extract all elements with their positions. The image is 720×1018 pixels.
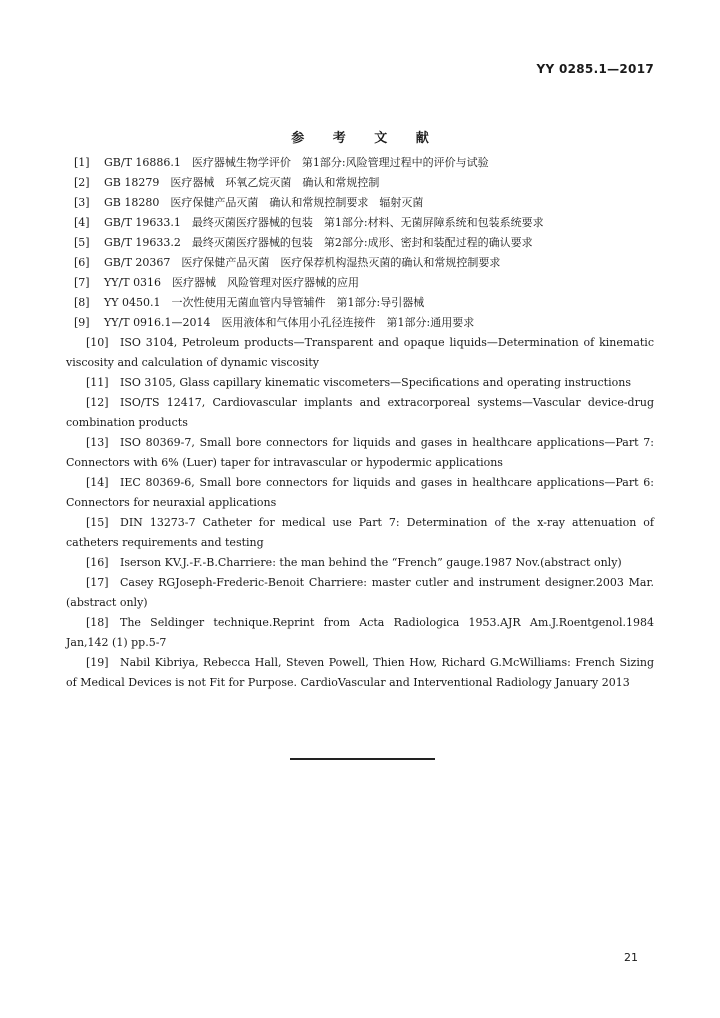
reference-item	[66, 613, 654, 653]
section-title: 参 考 文 献	[291, 131, 441, 146]
reference-text: The Seldinger technique.Reprint from Acta Radiologica 1953.AJR Am.J.Roentgenol.1984 Jan,142 (1) pp.5-7	[66, 616, 654, 649]
end-divider	[290, 758, 435, 760]
reference-number: [11]	[86, 376, 109, 389]
reference-item	[66, 433, 654, 473]
reference-text: Nabil Kibriya, Rebecca Hall, Steven Powell, Thien How, Richard G.McWilliams: French Sizing of Medical Devices is not Fit for Purpose. CardioVascular and Interventional Radiology January 2013	[66, 656, 654, 689]
reference-number: [18]	[86, 616, 109, 629]
reference-text: YY/T 0316 医疗器械 风险管理对医疗器械的应用	[104, 276, 360, 289]
reference-number: [3]	[74, 196, 90, 209]
reference-item	[66, 553, 654, 573]
reference-number: [8]	[74, 296, 90, 309]
reference-item	[66, 213, 654, 233]
reference-item	[66, 253, 654, 273]
reference-number: [10]	[86, 336, 109, 349]
reference-text: Casey RGJoseph-Frederic-Benoit Charriere: master cutler and instrument designer.2003 Mar.(abstract only)	[66, 576, 654, 609]
reference-item	[66, 273, 654, 293]
reference-text: DIN 13273-7 Catheter for medical use Part 7: Determination of the x-ray attenuation of catheters requirements and testing	[66, 516, 654, 549]
reference-text: ISO 3104, Petroleum products—Transparent and opaque liquids—Determination of kinematic viscosity and calculation of dynamic viscosity	[66, 336, 654, 369]
reference-text: ISO 80369-7, Small bore connectors for liquids and gases in healthcare applications—Part 7: Connectors with 6% (Luer) taper for intravascular or hypodermic applications	[66, 436, 654, 469]
reference-item	[66, 153, 654, 173]
reference-item	[66, 173, 654, 193]
reference-text: ISO/TS 12417, Cardiovascular implants and extracorporeal systems—Vascular device-drug combination products	[66, 396, 654, 429]
reference-item	[66, 513, 654, 553]
reference-text: YY 0450.1 一次性使用无菌血管内导管辅件 第1部分:导引器械	[104, 296, 425, 309]
reference-text: GB 18279 医疗器械 环氧乙烷灭菌 确认和常规控制	[104, 176, 380, 189]
reference-text: GB/T 19633.1 最终灭菌医疗器械的包装 第1部分:材料、无菌屏障系统和包装系统要求	[104, 216, 544, 229]
reference-number: [7]	[74, 276, 90, 289]
reference-text: YY/T 0916.1—2014 医用液体和气体用小孔径连接件 第1部分:通用要求	[104, 316, 475, 329]
reference-item	[66, 193, 654, 213]
reference-number: [6]	[74, 256, 90, 269]
reference-list	[66, 153, 654, 693]
reference-item	[66, 473, 654, 513]
reference-number: [12]	[86, 396, 109, 409]
reference-item	[66, 333, 654, 373]
page-number: 21	[624, 951, 638, 964]
reference-number: [15]	[86, 516, 109, 529]
reference-number: [4]	[74, 216, 90, 229]
reference-item	[66, 573, 654, 613]
reference-number: [1]	[74, 156, 90, 169]
reference-text: IEC 80369-6, Small bore connectors for liquids and gases in healthcare applications—Part 6: Connectors for neuraxial applications	[66, 476, 654, 509]
reference-item	[66, 313, 654, 333]
reference-item	[66, 373, 654, 393]
reference-text: GB/T 16886.1 医疗器械生物学评价 第1部分:风险管理过程中的评价与试验	[104, 156, 489, 169]
reference-item	[66, 393, 654, 433]
reference-number: [13]	[86, 436, 109, 449]
reference-text: GB 18280 医疗保健产品灭菌 确认和常规控制要求 辐射灭菌	[104, 196, 424, 209]
document-code: YY 0285.1—2017	[536, 62, 654, 76]
reference-text: Iserson KV.J.-F.-B.Charriere: the man behind the “French” gauge.1987 Nov.(abstract only)	[120, 556, 622, 569]
reference-text: GB/T 20367 医疗保健产品灭菌 医疗保荐机构湿热灭菌的确认和常规控制要求	[104, 256, 501, 269]
reference-number: [16]	[86, 556, 109, 569]
reference-number: [19]	[86, 656, 109, 669]
reference-text: GB/T 19633.2 最终灭菌医疗器械的包装 第2部分:成形、密封和装配过程的确认要求	[104, 236, 533, 249]
reference-number: [14]	[86, 476, 109, 489]
reference-number: [9]	[74, 316, 90, 329]
reference-number: [17]	[86, 576, 109, 589]
reference-number: [2]	[74, 176, 90, 189]
reference-item	[66, 233, 654, 253]
reference-number: [5]	[74, 236, 90, 249]
reference-item	[66, 653, 654, 693]
reference-item	[66, 293, 654, 313]
reference-text: ISO 3105, Glass capillary kinematic viscometers—Specifications and operating instructions	[120, 376, 631, 389]
